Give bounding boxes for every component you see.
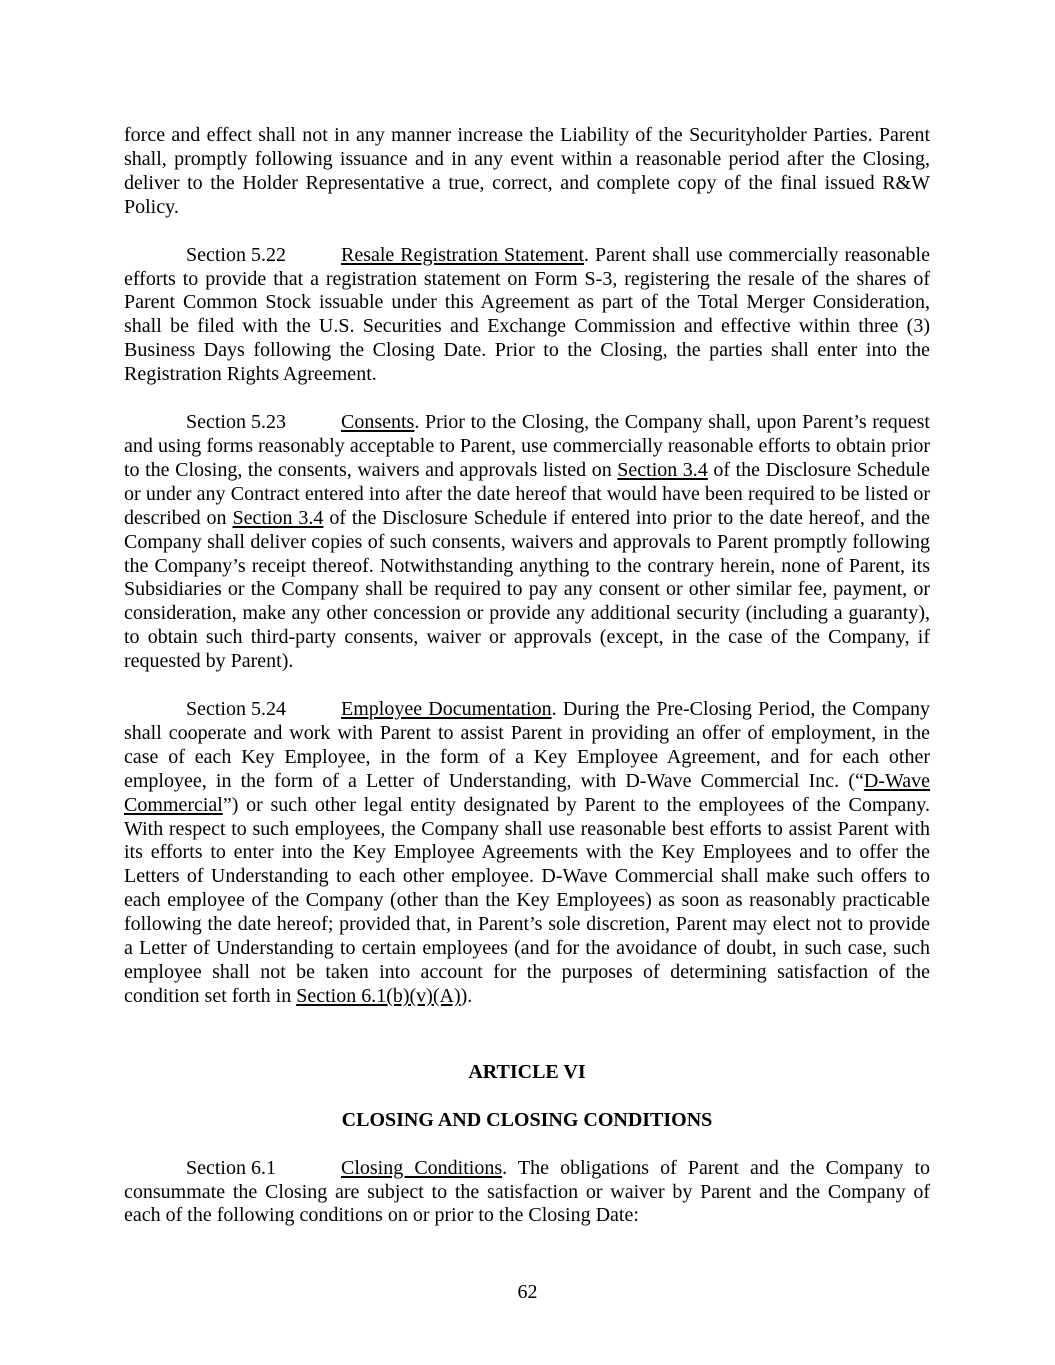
section-body: of the Disclosure Schedule or under any Contract entered into after the date hereof that would have been required to be listed or described on — [124, 458, 930, 529]
cross-reference: Section 3.4 — [232, 506, 324, 529]
article-label: ARTICLE VI — [468, 1060, 586, 1083]
section-body: . The obligations of Parent and the Company to consummate the Closing are subject to the satisfaction or waiver by Parent and the Company of each of the following conditions on or prior to the Closing Date: — [124, 1156, 931, 1227]
section-body: . Parent shall use commercially reasonable efforts to provide that a registration statement on Form S-3, registering the resale of the shares of Parent Common Stock issuable under this Agreement as part of the Total Merger Consideration, shall be filed with the U.S. Securities and Exchange Commission and effective within three (3) Business Days following the Closing Date. Prior to the Closing, the parties shall enter into the Registration Rights Agreement. — [124, 243, 930, 386]
section-number: Section 5.22 — [186, 243, 286, 266]
document-page — [124, 124, 930, 1228]
page-number: 62 — [517, 1281, 538, 1303]
cross-reference: Section 6.1(b)(v)(A) — [296, 984, 461, 1007]
section-body: ”) or such other legal entity designated by Parent to the employees of the Company. With respect to such employees, the Company shall use reasonable best efforts to assist Parent with its efforts to enter into the Key Employee Agreements with the Key Employees and to offer the Letters of Understanding to each other employee. D-Wave Commercial shall make such offers to each employee of the Company (other than the Key Employees) as soon as reasonably practicable following the date hereof; provided that, in Parent’s sole discretion, Parent may elect not to provide a Letter of Understanding to certain employees (and for the avoidance of doubt, in such case, such employee shall not be taken into account for the purposes of determining satisfaction of the condition set forth in — [124, 793, 930, 1007]
cross-reference: Section 3.4 — [617, 458, 708, 481]
section-title: Closing Conditions — [341, 1156, 503, 1179]
section-body: of the Disclosure Schedule if entered into prior to the date hereof, and the Company shall deliver copies of such consents, waivers and approvals to Parent promptly following the Company’s receipt thereof. Notwithstanding anything to the contrary herein, none of Parent, its Subsidiaries or the Company shall be required to pay any consent or other similar fee, payment, or consideration, make any other concession or provide any additional security (including a guaranty), to obtain such third-party consents, waiver or approvals (except, in the case of the Company, if requested by Parent). — [124, 506, 930, 673]
section-6-1 — [124, 1157, 930, 1229]
section-title: Employee Documentation — [341, 698, 552, 721]
section-body: . Prior to the Closing, the Company shall, upon Parent’s request and using forms reasonably acceptable to Parent, use commercially reasonable efforts to obtain prior to the Closing, the consents, waivers and approvals listed on — [124, 411, 930, 481]
section-body: ). — [460, 984, 473, 1007]
section-5-22 — [124, 244, 930, 387]
defined-term: D-Wave Commercial — [124, 769, 930, 816]
article-title: CLOSING AND CLOSING CONDITIONS — [341, 1108, 713, 1131]
section-number: Section 5.24 — [186, 698, 286, 721]
paragraph-continuation: force and effect shall not in any manner increase the Liability of the Securityholder Parties. Parent shall, promptly following issuance and in any event within a reasonable period after the Closing, deliver to the Holder Representative a true, correct, and complete copy of the final issued R&W Policy. — [124, 124, 930, 218]
section-body: . During the Pre-Closing Period, the Company shall cooperate and work with Parent to assist Parent in providing an offer of employment, in the case of each Key Employee, in the form of a Key Employee Agreement, and for each other employee, in the form of a Letter of Understanding, with D-Wave Commercial Inc. (“ — [124, 698, 930, 792]
section-number: Section 6.1 — [186, 1156, 276, 1179]
section-title: Resale Registration Statement — [341, 243, 585, 266]
section-5-23 — [124, 411, 930, 674]
section-5-24 — [124, 698, 930, 1009]
section-number: Section 5.23 — [186, 411, 286, 434]
section-title: Consents — [341, 411, 415, 434]
